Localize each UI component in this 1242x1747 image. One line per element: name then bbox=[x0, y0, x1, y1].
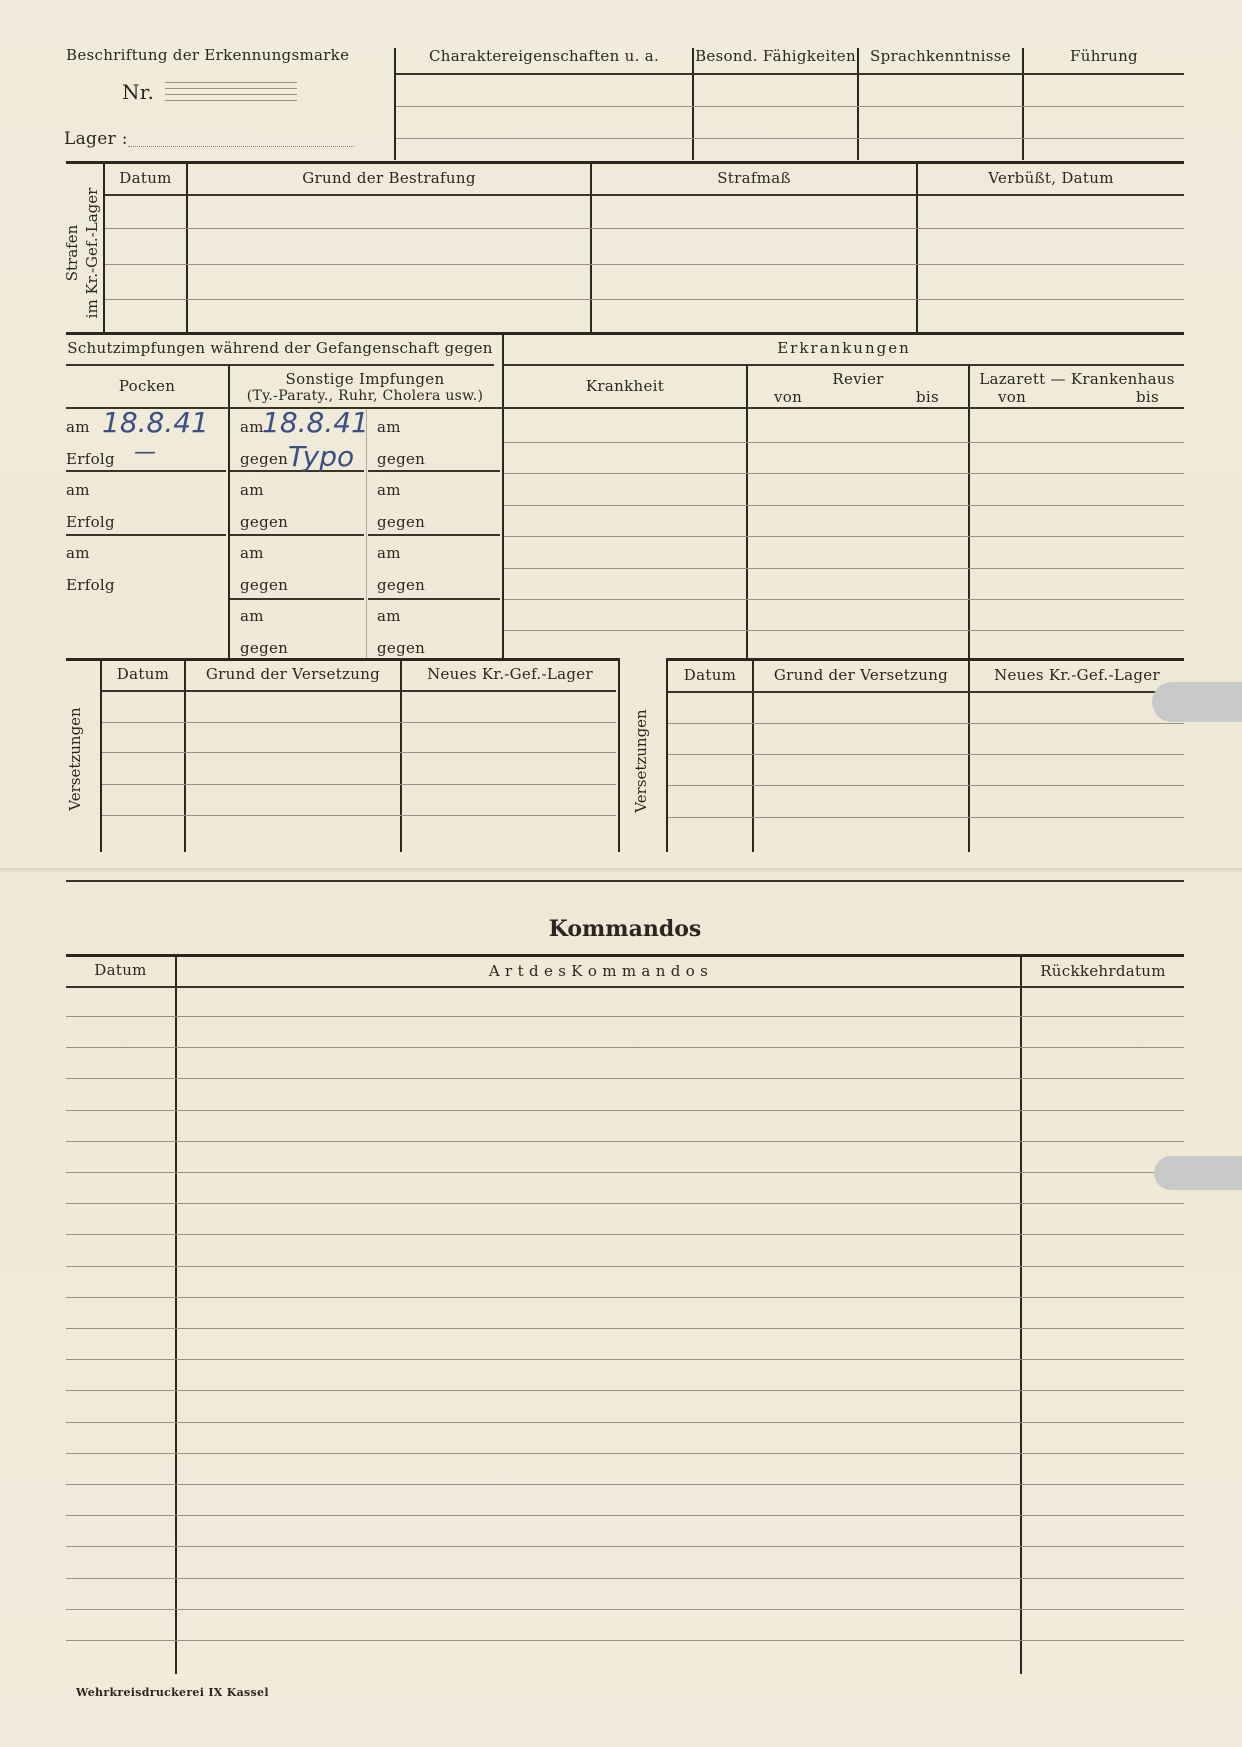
strafen-datum-header: Datum bbox=[119, 169, 172, 187]
sonstige-a-am-4: am bbox=[240, 607, 264, 625]
lager-label: Lager : bbox=[64, 129, 128, 149]
fuehrung-header: Führung bbox=[1070, 47, 1138, 65]
impfungen-title: Schutzimpfungen während der Gefangenschaft gegen bbox=[67, 339, 493, 357]
versetzung-left-lager: Neues Kr.-Gef.-Lager bbox=[427, 665, 593, 683]
nr-label: Nr. bbox=[122, 80, 155, 104]
pocken-am-2: am bbox=[66, 481, 90, 499]
sonstige-b-gegen-4: gegen bbox=[377, 639, 426, 657]
strafen-side-label: Strafen im Kr.-Gef.-Lager bbox=[63, 187, 101, 319]
sonstige-a-gegen-4: gegen bbox=[240, 639, 289, 657]
sonstige-a-am-1: am bbox=[240, 418, 264, 436]
sprachen-header: Sprachkenntnisse bbox=[870, 47, 1011, 65]
revier-header: Revier bbox=[832, 370, 884, 388]
erkennungsmarke-label: Beschriftung der Erkennungsmarke bbox=[66, 46, 350, 64]
lazarett-header: Lazarett — Krankenhaus bbox=[979, 370, 1175, 388]
sonstige-b-am-4: am bbox=[377, 607, 401, 625]
sonstige-header-2: (Ty.-Paraty., Ruhr, Cholera usw.) bbox=[246, 388, 484, 404]
pocken-header: Pocken bbox=[118, 377, 176, 395]
faehigkeiten-header: Besond. Fähigkeiten bbox=[695, 47, 856, 65]
lazarett-von: von bbox=[998, 388, 1027, 406]
revier-von: von bbox=[774, 388, 803, 406]
charakter-header: Charaktereigenschaften u. a. bbox=[428, 47, 660, 65]
sonstige-header-1: Sonstige Impfungen bbox=[285, 370, 445, 388]
sonstige-b-am-2: am bbox=[377, 481, 401, 499]
versetzung-left-grund: Grund der Versetzung bbox=[205, 665, 381, 683]
erkrankungen-title: Erkrankungen bbox=[777, 339, 911, 357]
rueckkehr-header: Rückkehrdatum bbox=[1040, 962, 1166, 980]
kommandos-title: Kommandos bbox=[548, 916, 702, 942]
pocken-am-1: am bbox=[66, 418, 90, 436]
sonstige-b-gegen-3: gegen bbox=[377, 576, 426, 594]
punch-hole-upper bbox=[1152, 682, 1242, 722]
versetzung-right-grund: Grund der Versetzung bbox=[773, 666, 949, 684]
versetzungen-side-label-left: Versetzungen bbox=[66, 707, 84, 811]
pocken-erfolg-2: Erfolg bbox=[66, 513, 115, 531]
kommandos-datum-header: Datum bbox=[94, 961, 147, 979]
versetzung-right-datum: Datum bbox=[683, 666, 737, 684]
handwritten-gegen: Typo bbox=[288, 440, 355, 473]
sonstige-a-am-2: am bbox=[240, 481, 264, 499]
pocken-erfolg-3: Erfolg bbox=[66, 576, 115, 594]
krankheit-header: Krankheit bbox=[585, 377, 665, 395]
pocken-erfolg-1: Erfolg bbox=[66, 450, 115, 468]
pocken-am-3: am bbox=[66, 544, 90, 562]
strafen-grund-header: Grund der Bestrafung bbox=[302, 169, 476, 187]
handwritten-pocken-date: 18.8.41 bbox=[102, 406, 209, 439]
sonstige-b-gegen-1: gegen bbox=[377, 450, 426, 468]
lazarett-bis: bis bbox=[1136, 388, 1159, 406]
sonstige-a-am-3: am bbox=[240, 544, 264, 562]
sonstige-b-am-3: am bbox=[377, 544, 401, 562]
handwritten-erfolg: — bbox=[134, 440, 156, 465]
sonstige-a-gegen-3: gegen bbox=[240, 576, 289, 594]
versetzungen-side-label-right: Versetzungen bbox=[632, 709, 650, 813]
sonstige-b-am-1: am bbox=[377, 418, 401, 436]
versetzung-right-lager: Neues Kr.-Gef.-Lager bbox=[994, 666, 1160, 684]
punch-hole-lower bbox=[1154, 1156, 1242, 1190]
handwritten-sonstige-date: 18.8.41 bbox=[262, 406, 369, 439]
verbuesst-header: Verbüßt, Datum bbox=[988, 169, 1114, 187]
versetzung-left-datum: Datum bbox=[116, 665, 170, 683]
sonstige-a-gegen-1: gegen bbox=[240, 450, 289, 468]
sonstige-a-gegen-2: gegen bbox=[240, 513, 289, 531]
revier-bis: bis bbox=[916, 388, 939, 406]
sonstige-b-gegen-2: gegen bbox=[377, 513, 426, 531]
kommandos-art-header: A r t d e s K o m m a n d o s bbox=[488, 962, 709, 980]
strafmass-header: Strafmaß bbox=[717, 169, 791, 187]
printer-imprint: Wehrkreisdruckerei IX Kassel bbox=[76, 1686, 269, 1699]
